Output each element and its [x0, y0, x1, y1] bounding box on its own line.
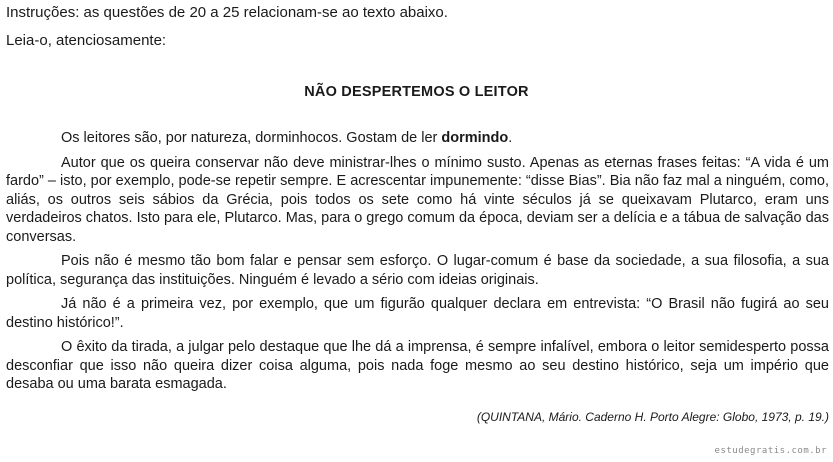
paragraph-3: Pois não é mesmo tão bom falar e pensar sem esforço. O lugar-comum é base da sociedade, a sua filosofia, a sua política, segurança das instituições. Ninguém é levado a sério com ideias originais.: [6, 253, 829, 288]
paragraph-1-end: .: [508, 130, 513, 146]
text-title: NÃO DESPERTEMOS O LEITOR: [304, 84, 529, 100]
paragraph-4: Já não é a primeira vez, por exemplo, que um figurão qualquer declara em entrevista: “O Brasil não fugirá ao seu destino histórico!”.: [6, 296, 829, 331]
text-body: [6, 129, 829, 400]
site-watermark: estudegratis.com.br: [714, 446, 827, 456]
source-citation: (QUINTANA, Mário. Caderno H. Porto Alegre: Globo, 1973, p. 19.): [476, 410, 829, 424]
paragraph-1-start: Os leitores são, por natureza, dorminhocos. Gostam de ler: [61, 130, 442, 146]
paragraph-2: Autor que os queira conservar não deve ministrar-lhes o mínimo susto. Apenas as eternas frases feitas: “A vida é um fardo” – isto, por exemplo, pode-se repetir sempre. E acrescentar impunemente: “disse Bias”. Bia não faz mal a ninguém, como, aliás, os outros seis sábios da Grécia, pois todos os sete como há vinte séculos já se queixavam Plutarco, eram uns verdadeiros chatos. Isto para ele, Plutarco. Mas, para o grego comum da época, deviam ser a delícia e a tábua de salvação das conversas.: [6, 154, 829, 245]
paragraph-5: O êxito da tirada, a julgar pelo destaque que lhe dá a imprensa, é sempre infalível, embora o leitor semidesperto possa desconfiar que isso não queira dizer coisa alguma, pois nada foge mesmo ao seu destino histórico, seja um império que desaba ou uma barata esmagada.: [6, 339, 829, 392]
instructions-line: Instruções: as questões de 20 a 25 relacionam-se ao texto abaixo.: [6, 4, 448, 21]
paragraph-1: [6, 129, 829, 148]
paragraph-1-bold-word: dormindo: [441, 130, 509, 146]
instructions-read-line: Leia-o, atenciosamente:: [6, 32, 167, 49]
